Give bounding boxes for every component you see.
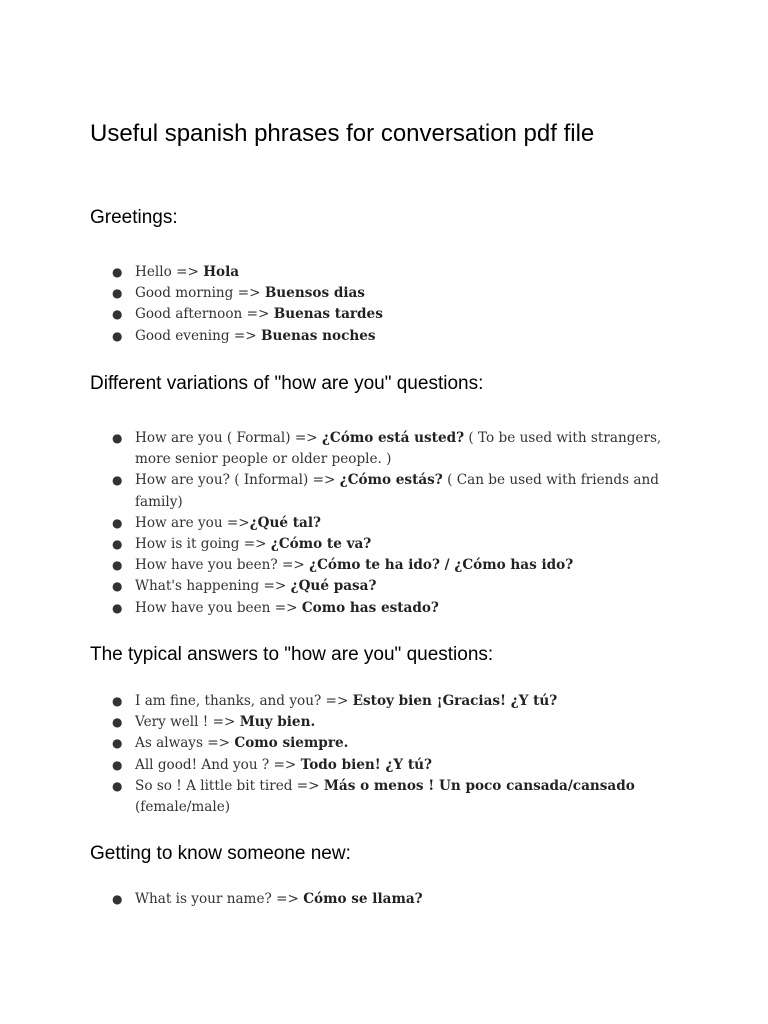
section-heading-typical-answers: The typical answers to "how are you" questions: [90,644,494,665]
phrase-spanish: Hola [203,264,240,280]
bullet-icon: ● [112,328,123,343]
bullet-icon: ● [112,715,123,730]
phrase-spanish: Como has estado? [301,599,439,616]
list-item [112,283,672,304]
phrase-english: How are you => [135,514,250,531]
bullet-icon: ● [112,515,123,530]
section-heading-greetings: Greetings: [90,207,178,228]
bullet-icon: ● [112,892,123,906]
phrase-english: How have you been => [135,599,302,616]
bullet-icon: ● [112,307,123,322]
phrase-english: Good afternoon => [135,306,274,323]
phrase-spanish: ¿Qué tal? [249,514,321,531]
phrase-spanish: Muy bien. [239,714,316,731]
phrase-english: How have you been? => [135,557,310,574]
list-item [112,470,672,512]
list-item [112,428,672,470]
phrase-english: Good morning => [135,285,265,302]
phrase-spanish: ¿Cómo te va? [270,536,372,553]
phrase-spanish: ¿Qué pasa? [290,578,377,595]
phrase-spanish: Buensos dias [264,285,365,302]
phrase-spanish: Buenas noches [261,327,376,344]
bullet-icon: ● [112,537,123,552]
phrase-english: Hello => [135,264,204,280]
phrase-spanish: Todo bien! ¿Y tú? [300,756,432,773]
section-heading-getting-to-know: Getting to know someone new: [90,843,351,864]
how-are-you-list [112,428,672,619]
list-item [112,555,672,576]
list-item [112,304,672,325]
phrase-spanish: Cómo se llama? [303,891,423,907]
phrase-english: What's happening => [135,578,291,595]
bullet-icon: ● [112,694,123,708]
list-item [112,598,672,619]
bullet-icon: ● [112,736,123,751]
bullet-icon: ● [112,473,123,488]
greetings-list [112,262,672,347]
phrase-spanish: Más o menos ! Un poco cansada/cansado [323,777,635,794]
section-heading-how-are-you: Different variations of "how are you" questions: [90,373,484,394]
phrase-english: How are you? ( Informal) => [135,472,340,489]
list-item [112,326,672,347]
list-item [112,755,672,776]
list-item [112,513,672,534]
bullet-icon: ● [112,286,123,301]
list-item [112,889,672,910]
phrase-english: I am fine, thanks, and you? => [135,693,353,709]
phrase-english: Good evening => [135,327,262,344]
getting-to-know-list [112,889,672,910]
typical-answers-list [112,691,672,818]
list-item [112,712,672,733]
bullet-icon: ● [112,431,123,445]
phrase-spanish: Como siempre. [234,735,349,752]
document-title: Useful spanish phrases for conversation pdf file [90,120,595,147]
phrase-english: Very well ! => [135,714,240,731]
phrase-note: ( To be used with strangers, more senior people or older people. ) [135,430,662,468]
phrase-english: How is it going => [135,536,271,553]
list-item [112,691,672,712]
phrase-english: So so ! A little bit tired => [135,777,324,794]
list-item [112,776,672,818]
bullet-icon: ● [112,600,123,615]
list-item [112,733,672,754]
phrase-note: ( Can be used with friends and family) [135,472,659,510]
phrase-spanish: ¿Cómo te ha ido? / ¿Cómo has ido? [309,557,574,574]
phrase-spanish: ¿Cómo está usted? [321,430,465,446]
bullet-icon: ● [112,757,123,772]
phrase-english: As always => [135,735,235,752]
bullet-icon: ● [112,579,123,594]
phrase-note: (female/male) [135,799,231,816]
list-item [112,534,672,555]
phrase-spanish: ¿Cómo estás? [339,472,443,489]
bullet-icon: ● [112,265,123,279]
phrase-english: What is your name? => [135,891,304,907]
phrase-spanish: Estoy bien ¡Gracias! ¿Y tú? [352,693,558,709]
list-item [112,262,672,283]
bullet-icon: ● [112,558,123,573]
phrase-english: How are you ( Formal) => [135,430,322,446]
phrase-spanish: Buenas tardes [273,306,383,323]
list-item [112,576,672,597]
bullet-icon: ● [112,778,123,793]
phrase-english: All good! And you ? => [135,756,301,773]
